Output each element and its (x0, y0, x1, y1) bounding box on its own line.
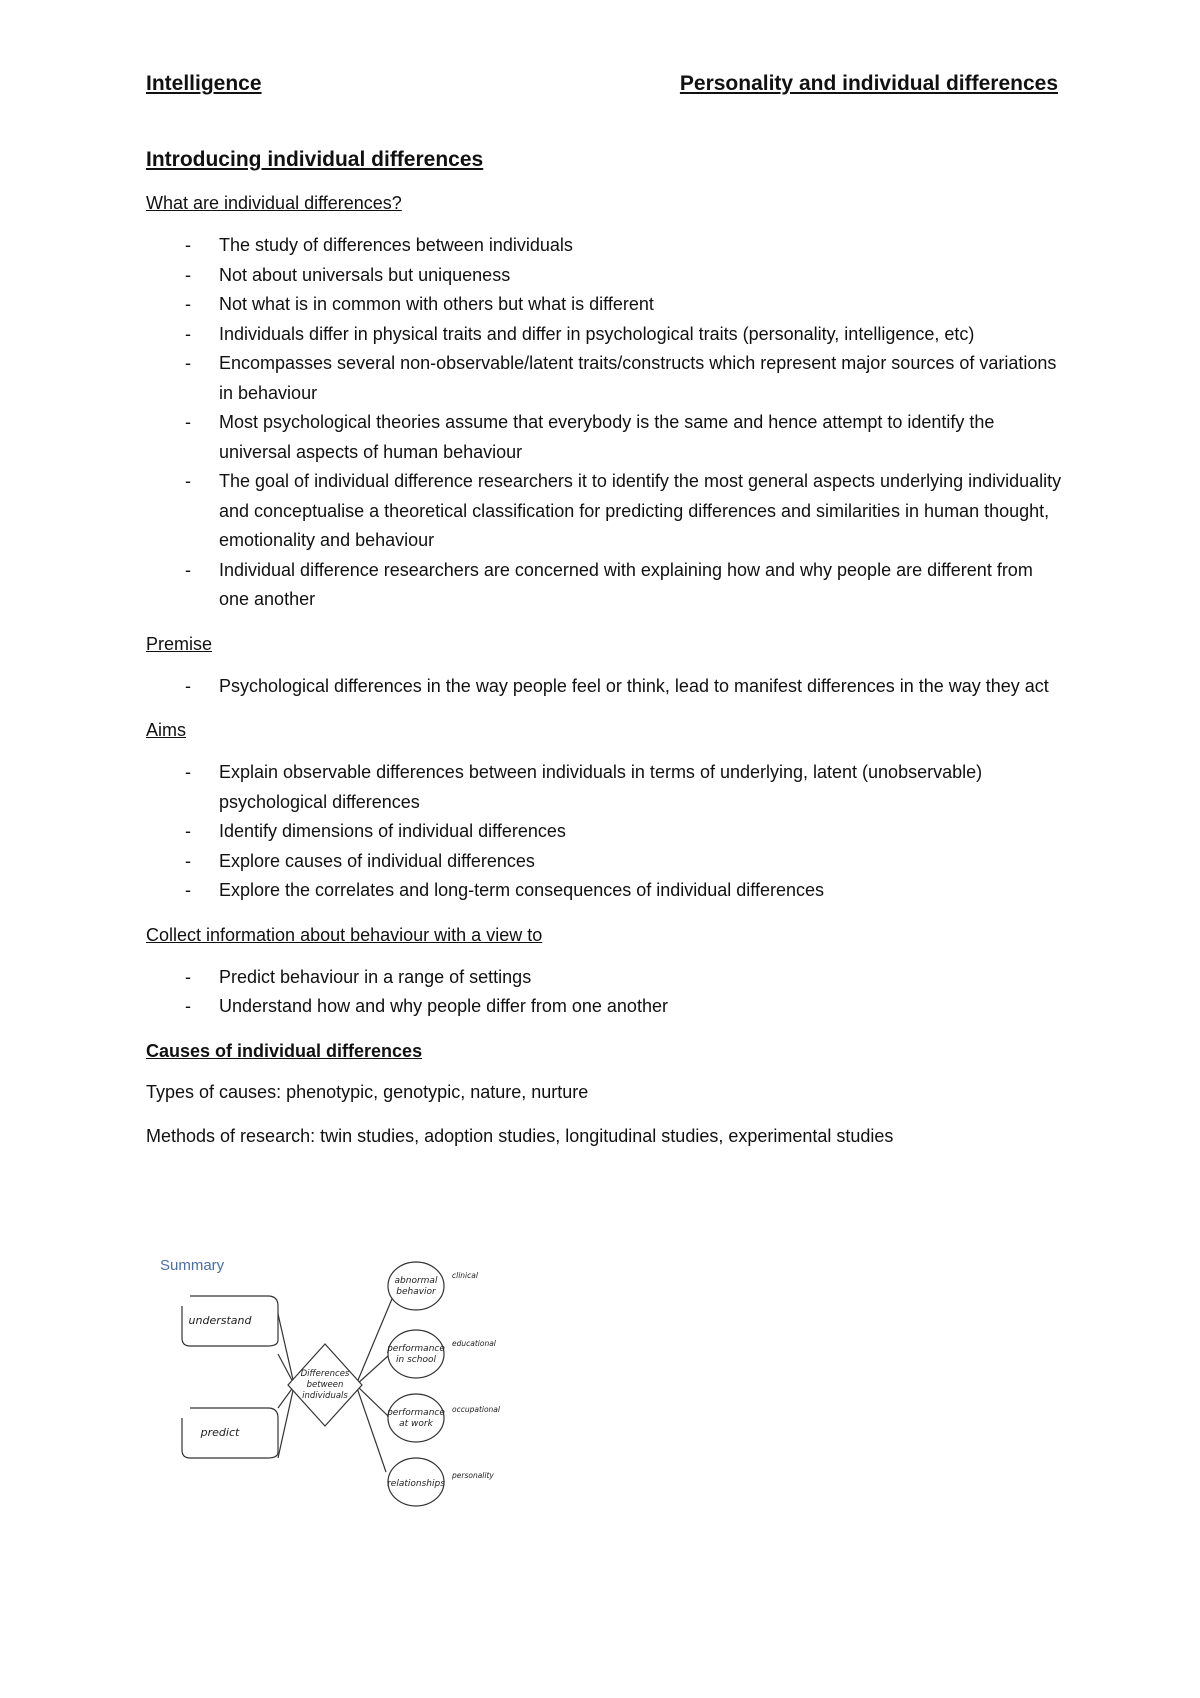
list-item: - The study of differences between individuals (146, 231, 1066, 261)
bullet-dash: - (185, 353, 191, 373)
list-item: - Predict behaviour in a range of settings (146, 963, 1066, 993)
center-label-line: between (306, 1380, 344, 1390)
collect-heading: Collect information about behaviour with a view to (146, 924, 543, 945)
node-label: at work (399, 1419, 433, 1429)
section-title: Introducing individual differences (146, 148, 484, 171)
header-topic: Intelligence (146, 72, 262, 95)
bullet-dash: - (185, 235, 191, 255)
header-course: Personality and individual differences (679, 72, 1058, 95)
list-item: - Individuals differ in physical traits and differ in psychological traits (personality, intelligence, etc) (146, 320, 1066, 350)
node-label: performance (387, 1408, 445, 1418)
bullet-dash: - (185, 675, 191, 696)
node-note: personality (452, 1471, 494, 1480)
aims-list (146, 758, 1066, 906)
aims-heading: Aims (146, 720, 186, 740)
causes-heading: Causes of individual differences (146, 1040, 423, 1061)
bullet-dash: - (185, 880, 191, 900)
list-item: - Explore causes of individual differences (146, 847, 1066, 877)
node-note: occupational (452, 1405, 500, 1414)
performance-work-node (388, 1394, 444, 1442)
node-label: abnormal (394, 1276, 438, 1286)
list-item: - Explain observable differences between individuals in terms of underlying, latent (unobservable) psychological differences (146, 758, 1066, 817)
research-methods: Methods of research: twin studies, adoption studies, longitudinal studies, experimental studies (146, 1125, 894, 1146)
node-label: behavior (396, 1287, 436, 1297)
node-note: educational (452, 1339, 496, 1348)
bullet-dash: - (185, 471, 191, 491)
node-label: in school (396, 1355, 436, 1365)
list-item: - Individual difference researchers are concerned with explaining how and why people are different from one another (146, 556, 1066, 615)
bullet-dash: - (185, 412, 191, 432)
bullet-dash: - (185, 762, 191, 782)
bullet-dash: - (185, 559, 191, 580)
list-item: - Identify dimensions of individual differences (146, 817, 1066, 847)
question-heading: What are individual differences? (146, 193, 402, 213)
collect-list (146, 963, 1066, 1022)
document-body (146, 146, 1066, 1167)
node-note: clinical (452, 1271, 478, 1280)
list-item: - Most psychological theories assume that everybody is the same and hence attempt to identify the universal aspects of human behaviour (146, 408, 1066, 467)
definition-list (146, 231, 1066, 615)
causes-types: Types of causes: phenotypic, genotypic, nature, nurture (146, 1081, 589, 1102)
predict-label: predict (200, 1426, 240, 1439)
premise-list (146, 672, 1066, 702)
summary-diagram (150, 1248, 570, 1518)
list-item: - Explore the correlates and long-term consequences of individual differences (146, 876, 1066, 906)
bullet-dash: - (185, 821, 191, 841)
bullet-dash: - (185, 996, 191, 1016)
abnormal-behavior-node (388, 1262, 444, 1310)
diagram-title: Summary (160, 1257, 225, 1274)
center-label-line: Differences (300, 1369, 350, 1379)
node-label: performance (387, 1344, 445, 1354)
list-item: - Not about universals but uniqueness (146, 261, 1066, 291)
bullet-dash: - (185, 966, 191, 987)
list-item: - Not what is in common with others but what is different (146, 290, 1066, 320)
list-item: - Encompasses several non-observable/latent traits/constructs which represent major sources of variations in behaviour (146, 349, 1066, 408)
bullet-dash: - (185, 294, 191, 314)
list-item: - Understand how and why people differ from one another (146, 992, 1066, 1022)
node-label: relationships (387, 1479, 445, 1489)
summary-diagram-svg (150, 1248, 570, 1518)
bullet-dash: - (185, 264, 191, 285)
premise-heading: Premise (146, 633, 213, 654)
performance-school-node (388, 1330, 444, 1378)
bullet-dash: - (185, 850, 191, 871)
list-item: - Psychological differences in the way people feel or think, lead to manifest differences in the way they act (146, 672, 1066, 702)
center-label-line: individuals (302, 1391, 348, 1401)
list-item: - The goal of individual difference researchers it to identify the most general aspects underlying individuality and conceptualise a theoretical classification for predicting differences and similarities in human thought, emotionality and behaviour (146, 467, 1066, 556)
bullet-dash: - (185, 323, 191, 344)
page-header (146, 72, 1058, 102)
understand-label: understand (188, 1314, 252, 1327)
